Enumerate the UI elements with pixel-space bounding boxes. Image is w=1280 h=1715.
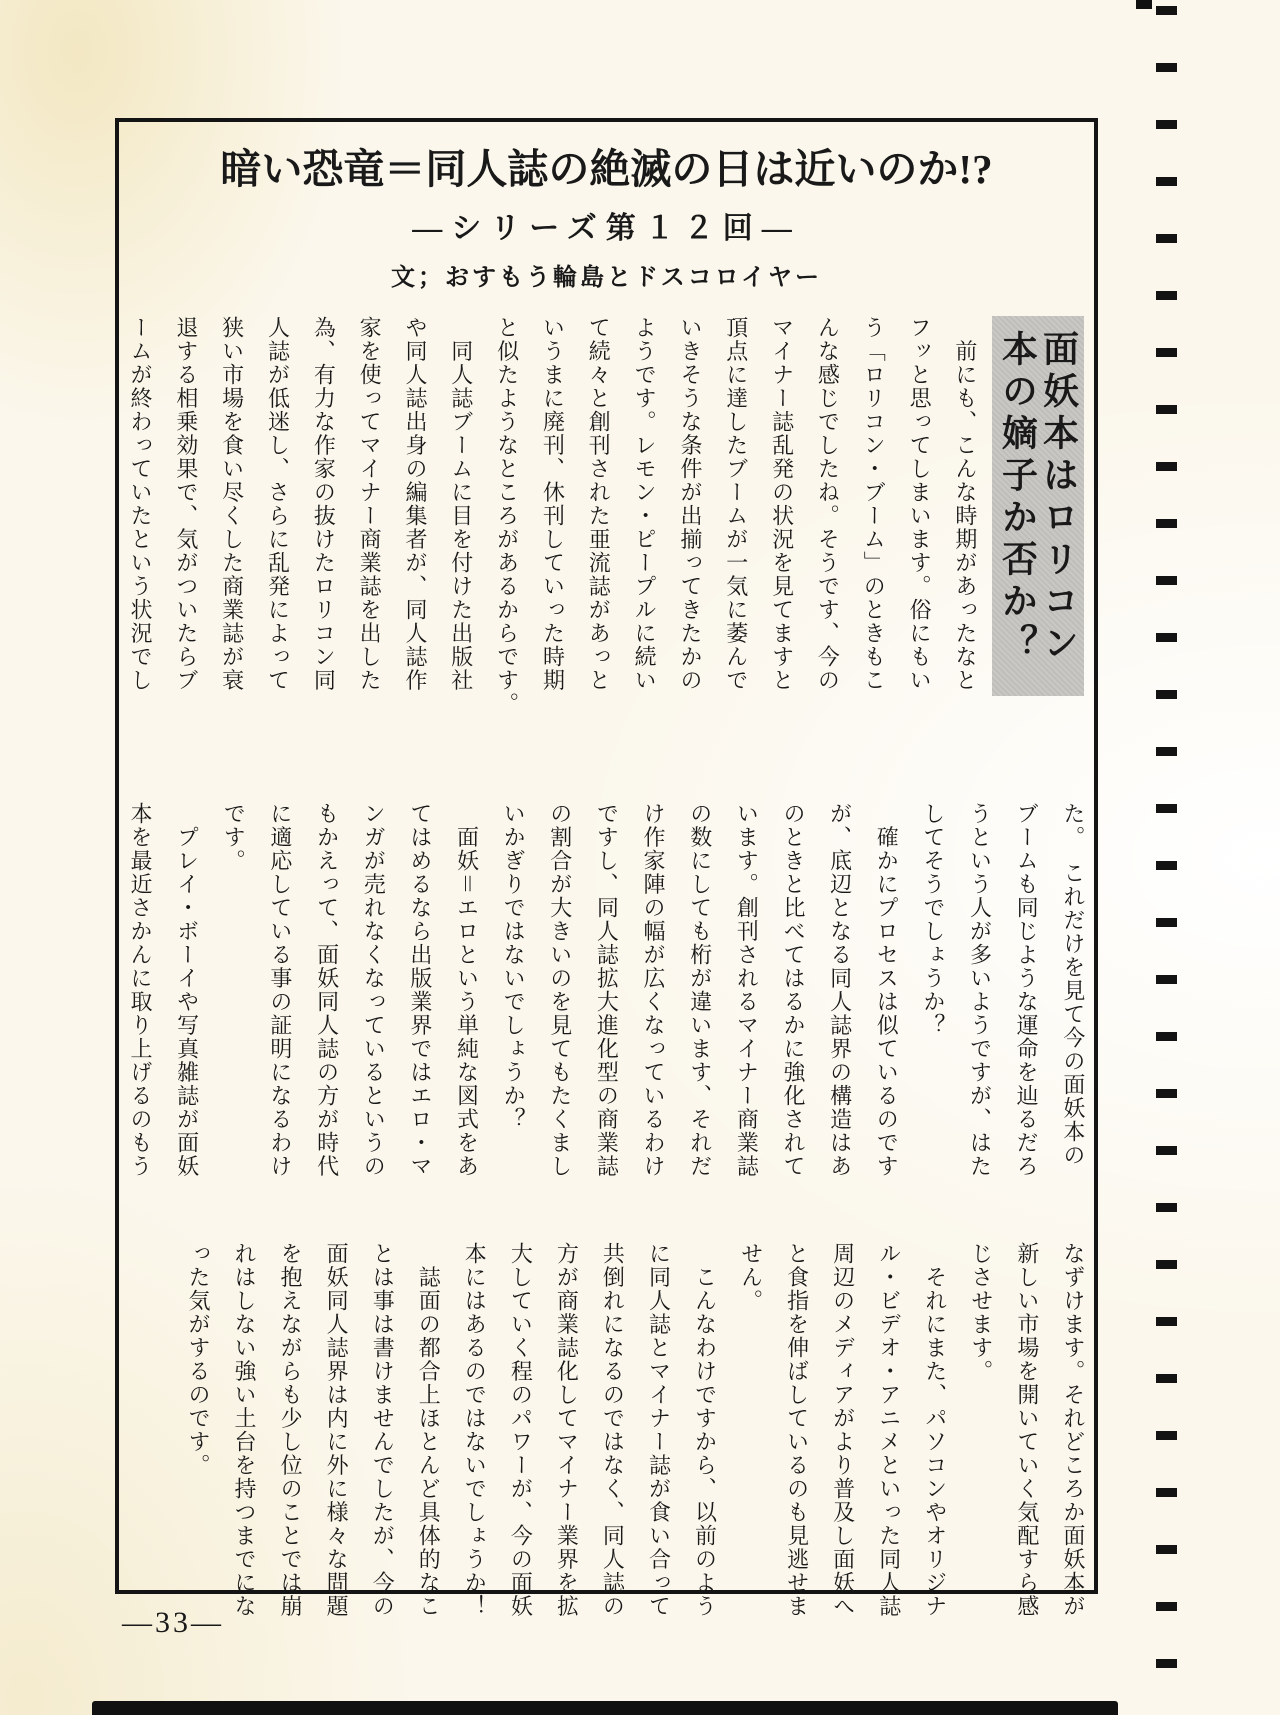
text-column: ようです。レモン・ピープルに続い <box>632 316 658 692</box>
scan-corner-mark <box>1136 0 1152 9</box>
article-title: 暗い恐竜＝同人誌の絶滅の日は近いのか!? <box>220 146 993 192</box>
text-columns-block-3 <box>129 1242 1084 1628</box>
text-column: れはしない強い土台を持つまでにな <box>232 1242 258 1618</box>
text-column: 家を使ってマイナー商業誌を出した <box>357 316 383 692</box>
text-column: のときと比べてはるかに強化されて <box>780 802 806 1178</box>
text-column: こんなわけですから、以前のよう <box>692 1242 718 1618</box>
page-number: ―33― <box>122 1606 224 1639</box>
text-column: う「ロリコン・ブーム」のときもこ <box>861 316 887 692</box>
text-column: んな感じでしたね。そうです、今の <box>815 316 841 692</box>
text-column: の割合が大きいのを見てもたくまし <box>547 802 573 1178</box>
text-column: と似たようなところがあるからです。 <box>494 316 520 716</box>
headline-column: 面妖本はロリコン <box>1038 330 1079 666</box>
text-column: 為、有力な作家の抜けたロリコン同 <box>311 316 337 692</box>
text-column: 方が商業誌化してマイナー業界を拡 <box>554 1242 580 1618</box>
text-column: なずけます。それどころか面妖本が <box>1060 1242 1086 1618</box>
scan-edge-marks <box>1156 6 1177 1712</box>
text-column: 退する相乗効果で、気がついたらブ <box>173 316 199 692</box>
text-column: うという人が多いようですが、はた <box>967 802 993 1178</box>
text-column: 人誌が低迷し、さらに乱発によって <box>265 316 291 692</box>
text-column: 前にも、こんな時期があったなと <box>952 316 978 692</box>
text-column: の数にしても桁が違います、それだ <box>687 802 713 1178</box>
text-column: 周辺のメディアがより普及し面妖へ <box>830 1242 856 1618</box>
text-column: 面妖＝エロという単純な図式をあ <box>454 802 480 1179</box>
text-column: た。 これだけを見て今の面妖本の <box>1060 802 1086 1167</box>
text-column: ですし、同人誌拡大進化型の商業誌 <box>594 802 620 1178</box>
article-frame <box>115 118 1098 1618</box>
text-column: や同人誌出身の編集者が、同人誌作 <box>402 316 428 692</box>
text-column: ル・ビデオ・アニメといった同人誌 <box>876 1242 902 1618</box>
text-column: いうまに廃刊、休刊していった時期 <box>540 316 566 692</box>
text-column: に同人誌とマイナー誌が食い合って <box>646 1242 672 1618</box>
vertical-headline-box <box>992 316 1084 696</box>
series-subtitle: ―シリーズ第１２回― <box>412 212 801 245</box>
text-column: 狭い市場を食い尽くした商業誌が衰 <box>219 316 245 692</box>
text-column: もかえって、面妖同人誌の方が時代 <box>314 802 340 1178</box>
text-columns-block-2 <box>129 802 1084 1200</box>
text-column: 頂点に達したブームが一気に萎んで <box>723 316 749 692</box>
text-column: マイナー誌乱発の状況を見てますと <box>769 316 795 692</box>
text-column: 本を最近さかんに取り上げるのもう <box>128 802 153 1178</box>
headline-column: 本の嫡子か否か？ <box>997 330 1038 666</box>
text-column: 大していく程のパワーが、今の面妖 <box>508 1242 534 1618</box>
text-column: て続々と創刊された亜流誌があっと <box>586 316 612 692</box>
text-column: 確かにプロセスは似ているのです <box>874 802 900 1178</box>
text-column: ンガが売れなくなっているというの <box>361 802 387 1178</box>
text-column: とは事は書けませんでしたが、今の <box>370 1242 396 1618</box>
text-column: に適応している事の証明になるわけ <box>267 802 293 1178</box>
text-column: います。創刊されるマイナー商業誌 <box>734 802 760 1178</box>
text-column: せん。 <box>738 1242 764 1313</box>
text-column: てはめるなら出版業界ではエロ・マ <box>407 802 433 1178</box>
text-column: 誌面の都合上ほとんど具体的なこ <box>416 1242 442 1618</box>
text-column: が、底辺となる同人誌界の構造はあ <box>827 802 853 1178</box>
text-column: フッと思ってしまいます。俗にもい <box>907 316 933 692</box>
text-column: と食指を伸ばしているのも見逃せま <box>784 1242 810 1618</box>
text-column: け作家陣の幅が広くなっているわけ <box>641 802 667 1178</box>
text-column: いかぎりではないでしょうか？ <box>501 802 527 1131</box>
text-column: ームが終わっていたという状況でし <box>128 316 153 692</box>
text-column: 面妖同人誌界は内に外に様々な問題 <box>324 1242 350 1618</box>
text-band-3 <box>129 1242 1084 1628</box>
text-column: 同人誌ブームに目を付けた出版社 <box>448 316 474 692</box>
text-column: を抱えながらも少し位のことでは崩 <box>278 1242 304 1618</box>
text-band-1 <box>128 316 1084 716</box>
text-column: ブームも同じような運命を辿るだろ <box>1014 802 1040 1178</box>
text-column: 共倒れになるのではなく、同人誌の <box>600 1242 626 1618</box>
text-column: った気がするのです。 <box>186 1242 211 1477</box>
text-band-2 <box>129 802 1084 1200</box>
scan-bottom-strip <box>92 1701 1118 1715</box>
text-column: 新しい市場を開いていく気配すら感 <box>1014 1242 1040 1618</box>
text-column: 本にはあるのではないでしょうか！ <box>462 1242 488 1618</box>
text-column: じさせます。 <box>968 1242 994 1383</box>
byline: 文；おすもう輪島とドスコロイヤー <box>390 265 823 291</box>
text-column: それにまた、パソコンやオリジナ <box>922 1242 948 1618</box>
text-columns-block-1 <box>128 316 992 716</box>
text-column: です。 <box>221 802 247 873</box>
text-column: プレイ・ボーイや写真雑誌が面妖 <box>174 802 200 1178</box>
text-column: いきそうな条件が出揃ってきたかの <box>677 316 703 692</box>
text-column: してそうでしょうか？ <box>920 802 946 1037</box>
